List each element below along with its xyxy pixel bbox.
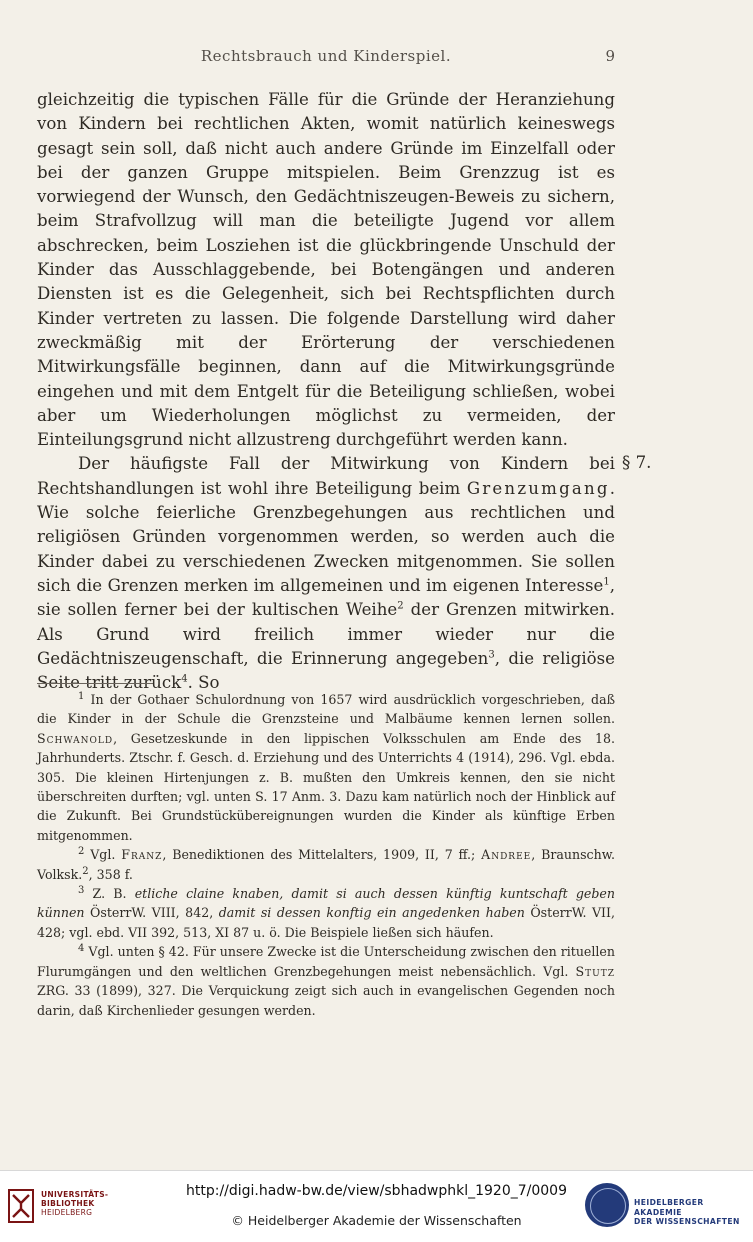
footnote-ref-3[interactable]: 3 bbox=[488, 649, 495, 661]
paragraph-2: Der häufigste Fall der Mitwirkung von Kindern bei Rechtshandlungen ist wohl ihre Beteiligung beim Grenzumgang. Wie solche feierliche Grenzbegehungen aus rechtlichen und religiösen Gründen vorgenommen werden, so werden auch die Kinder dabei zu verschiedenen Zwecken mitgenommen. Sie sollen sich die Grenzen merken im allgemeinen und im eigenen Interesse$^1$, sie sollen ferner bei der kultischen Weihe$^2$ der Grenzen mitwirken. Als Grund wird freilich immer wieder nur die Gedächtniszeugenschaft, die Erinnerung angegeben$^3$, die religiöse Seite tritt zurück$^4$. So bbox=[37, 454, 615, 693]
footnote-rule bbox=[37, 683, 153, 684]
page-header bbox=[37, 47, 615, 71]
footnote-2: $^2$ Vgl. Franz, Benediktionen des Mittelalters, 1909, II, 7 ff.; Andree, Braunschw. Volksk.$^2$, 358 f. bbox=[37, 846, 615, 882]
running-head: Rechtsbrauch und Kinderspiel. bbox=[200, 47, 452, 65]
paragraph-1: gleichzeitig die typischen Fälle für die Gründe der Heranziehung von Kindern bei rechtlichen Akten, womit natürlich keineswegs gesagt sein soll, daß nicht auch andere Gründe im Einzelfall oder bei der ganzen Gruppe mitspielen. Beim Grenzzug ist es vorwiegend der Wunsch, den Gedächtniszeugen-Beweis zu sichern, beim Strafvollzug will man die beteiligte Jugend vor allem abschrecken, beim Losziehen ist die glückbringende Unschuld der Kinder das Ausschlaggebende, bei Botengängen und anderen Diensten ist es die Gelegenheit, sich bei Rechtspflichten durch Kinder vertreten zu lassen. Die folgende Darstellung wird daher zweckmäßig mit der Erörterung der verschiedenen Mitwirkungsfälle beginnen, dann auf die Mitwirkungsgründe eingehen und mit dem Entgelt für die Beteiligung schließen, wobei aber um Wiederholungen möglichst zu vermeiden, der Einteilungsgrund nicht allzustreng durchgeführt werden kann. bbox=[37, 90, 615, 450]
academy-seal-icon bbox=[585, 1183, 629, 1227]
footnotes bbox=[37, 690, 615, 1020]
footnote-4: $^4$ Vgl. unten § 42. Für unsere Zwecke ist die Unterscheidung zwischen den rituellen Flurumgängen und den weltlichen Grenzbegehungen meist nebensächlich. Vgl. Stutz ZRG. 33 (1899), 327. Die Verquickung zeigt sich auch in evangelischen Gegenden noch darin, daß Kirchenlieder gesungen werden. bbox=[37, 943, 615, 1018]
permalink-url[interactable]: http://digi.hadw-bw.de/view/sbhadwphkl_1920_7/0009 bbox=[185, 1183, 567, 1199]
copyright-notice: © Heidelberger Akademie der Wissenschaften bbox=[231, 1213, 522, 1228]
academy-logo[interactable]: HEIDELBERGER AKADEMIE DER WISSENSCHAFTEN bbox=[585, 1179, 750, 1233]
footnote-3: $^3$ Z. B. etliche claine knaben, damit si auch dessen künftig kuntschaft geben künnen ÖsterrW. VIII, 842, damit si dessen konftig ein angedenken haben ÖsterrW. VII, 428; vgl. ebd. VII 392, 513, XI 87 u. ö. Die Beispiele ließen sich häufen. bbox=[37, 884, 616, 940]
footnote-ref-1[interactable]: 1 bbox=[603, 576, 610, 588]
section-marker: § 7. bbox=[622, 453, 652, 472]
university-library-logo[interactable]: UNIVERSITÄTS- BIBLIOTHEK HEIDELBERG bbox=[8, 1187, 158, 1233]
viewer-footer bbox=[0, 1170, 753, 1242]
page-number: 9 bbox=[605, 47, 615, 65]
footnote-ref-2[interactable]: 2 bbox=[397, 600, 404, 612]
footnote-1: $^1$ In der Gothaer Schulordnung von 1657 wird ausdrücklich vorgeschrieben, daß die Kinder in der Schule die Grenzsteine und Malbäume kennen lernen sollen. Schwanold, Gesetzeskunde in den lippischen Volksschulen am Ende des 18. Jahrhunderts. Ztschr. f. Gesch. d. Erziehung und des Unterrichts 4 (1914), 296. Vgl. ebda. 305. Die kleinen Hirtenjungen z. B. mußten den Umkreis kennen, den sie nicht überschreiten durften; vgl. unten S. 17 Anm. 3. Dazu kam natürlich noch der Hinblick auf die Zukunft. Bei Grundstückübereignungen wurden die Kinder als künftige Erben mitgenommen. bbox=[37, 690, 615, 843]
main-text bbox=[37, 88, 615, 695]
spaced-term: Grenzumgang bbox=[466, 478, 610, 498]
footnote-ref-4[interactable]: 4 bbox=[181, 673, 188, 685]
